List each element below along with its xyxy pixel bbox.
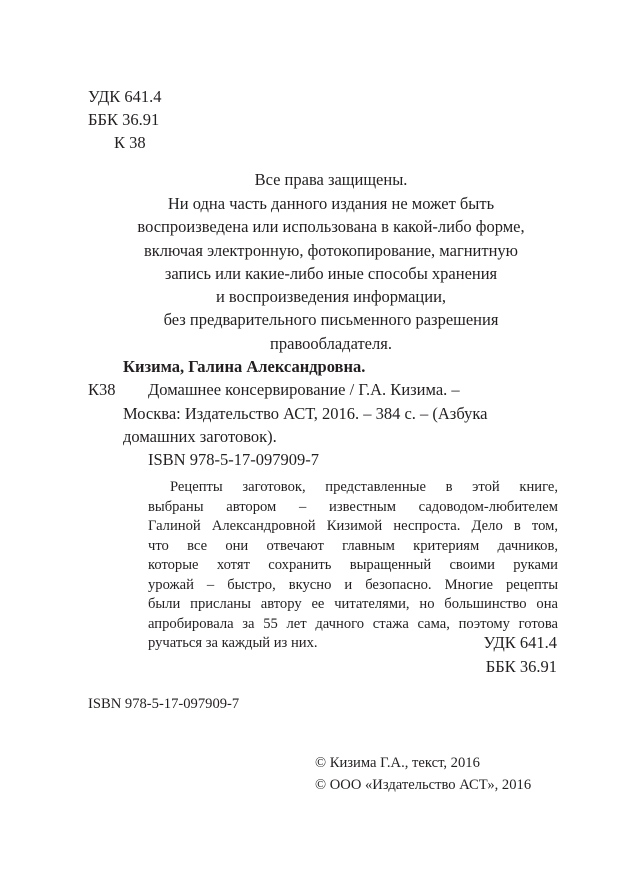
rights-line: Все права защищены. <box>254 170 408 189</box>
bbk-code: ББК 36.91 <box>88 110 160 129</box>
abstract-line: были присланы автору ее читателями, но большинство она <box>148 596 558 612</box>
abstract-line: Рецепты заготовок, представленные в этой книге, <box>170 479 558 495</box>
rights-line: запись или какие-либо иные способы хранения <box>164 264 498 283</box>
copyright-line: © ООО «Издательство АСТ», 2016 <box>315 777 532 793</box>
catalog-mark: К38 <box>88 380 116 399</box>
author-mark: К 38 <box>114 133 146 152</box>
rights-line: воспроизведена или использована в какой-либо форме, <box>137 217 525 236</box>
rights-line: Ни одна часть данного издания не может быть <box>167 194 495 213</box>
udk-code: УДК 641.4 <box>88 87 162 106</box>
rights-line: включая электронную, фотокопирование, магнитную <box>144 241 518 260</box>
rights-line: без предварительного письменного разрешения <box>163 310 499 329</box>
abstract-line: что все они отвечают главным критериям дачников, <box>148 537 558 554</box>
isbn: ISBN 978-5-17-097909-7 <box>148 450 319 469</box>
rights-line: правообладателя. <box>270 334 392 353</box>
author-heading: Кизима, Галина Александровна. <box>123 357 366 376</box>
bib-line: домашних заготовок). <box>123 427 277 446</box>
isbn-footer: ISBN 978-5-17-097909-7 <box>88 696 240 712</box>
bib-line: Домашнее консервирование / Г.А. Кизима. – <box>148 380 460 399</box>
bib-line: Москва: Издательство АСТ, 2016. – 384 с. – (Азбука <box>123 404 488 423</box>
abstract-line: выбраны автором – известным садоводом-любителем <box>148 498 558 515</box>
abstract-udk: УДК 641.4 <box>483 633 557 652</box>
abstract-line: Галиной Александровной Кизимой неспроста. Дело в том, <box>148 518 558 534</box>
abstract <box>148 478 558 654</box>
abstract-line: ручаться за каждый из них. <box>148 635 318 651</box>
rights-line: и воспроизведения информации, <box>215 287 447 306</box>
abstract-line: апробировала за 55 лет дачного стажа сама, поэтому готова <box>148 615 558 632</box>
abstract-bbk: ББК 36.91 <box>485 657 557 676</box>
abstract-line: урожай – быстро, вкусно и безопасно. Многие рецепты <box>148 576 558 593</box>
copyright-line: © Кизима Г.А., текст, 2016 <box>315 755 480 771</box>
abstract-line: которые хотят сохранить выращенный своими руками <box>148 557 558 573</box>
